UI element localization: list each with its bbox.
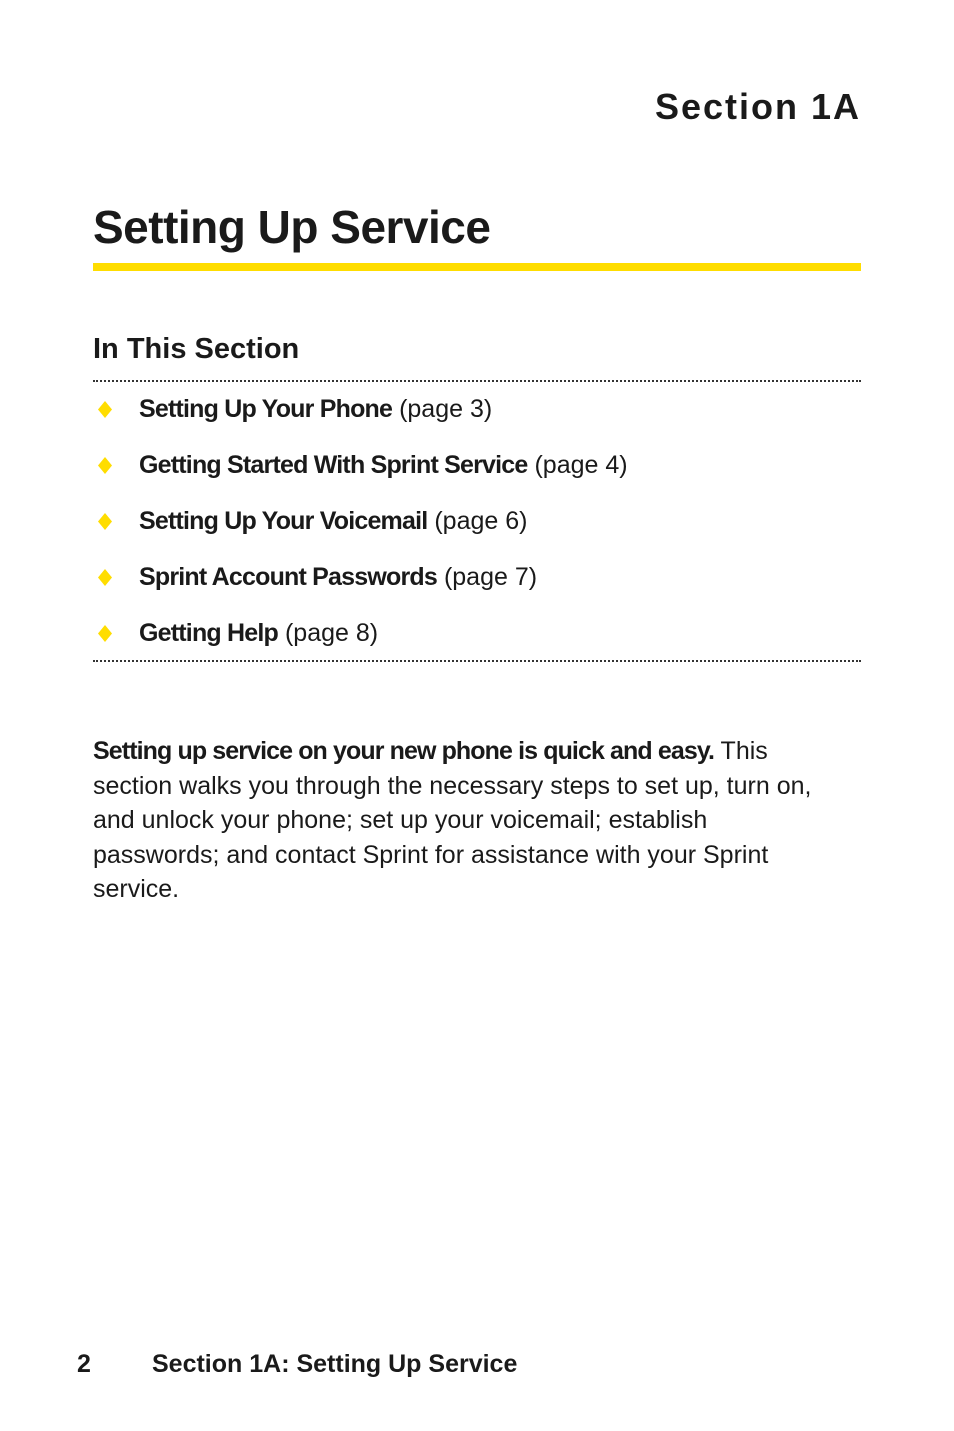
toc-item-title: Getting Help xyxy=(139,619,279,647)
toc-item-page-ref: (page 6) xyxy=(434,507,528,535)
toc-item[interactable] xyxy=(93,449,861,505)
toc-list xyxy=(93,393,861,673)
toc-item[interactable] xyxy=(93,393,861,449)
toc-item-title: Setting Up Your Phone xyxy=(139,395,393,423)
toc-item-page-ref: (page 8) xyxy=(284,619,379,647)
toc-bottom-divider xyxy=(93,660,861,662)
title-underline xyxy=(93,263,861,271)
diamond-bullet-icon xyxy=(98,625,112,642)
page-title: Setting Up Service xyxy=(93,201,491,253)
diamond-bullet-icon xyxy=(98,569,112,586)
toc-item-page-ref: (page 3) xyxy=(399,395,493,423)
toc-item-title: Sprint Account Passwords xyxy=(139,563,437,591)
diamond-bullet-icon xyxy=(98,457,112,474)
toc-item[interactable] xyxy=(93,617,861,673)
running-title: Section 1A: Setting Up Service xyxy=(152,1350,518,1378)
toc-item-title: Setting Up Your Voicemail xyxy=(139,507,428,535)
diamond-bullet-icon xyxy=(98,513,112,530)
intro-body: This section walks you through the necessary steps to set up, turn on, and unlock your phone; set up your voicemail; establish passwords; and contact Sprint for assistance with your Sprint service. xyxy=(93,737,812,904)
toc-item[interactable] xyxy=(93,505,861,561)
intro-lead: Setting up service on your new phone is quick and easy. xyxy=(93,737,715,765)
page-footer xyxy=(77,1350,517,1379)
toc-item-page-ref: (page 7) xyxy=(443,563,538,591)
toc-item[interactable] xyxy=(93,561,861,617)
intro-paragraph xyxy=(93,734,813,907)
section-label: Section 1A xyxy=(654,86,861,127)
toc-item-page-ref: (page 4) xyxy=(534,451,628,479)
diamond-bullet-icon xyxy=(98,401,112,418)
toc-item-title: Getting Started With Sprint Service xyxy=(139,451,528,479)
page-number: 2 xyxy=(77,1350,91,1378)
toc-top-divider xyxy=(93,380,861,382)
toc-heading: In This Section xyxy=(93,333,300,365)
